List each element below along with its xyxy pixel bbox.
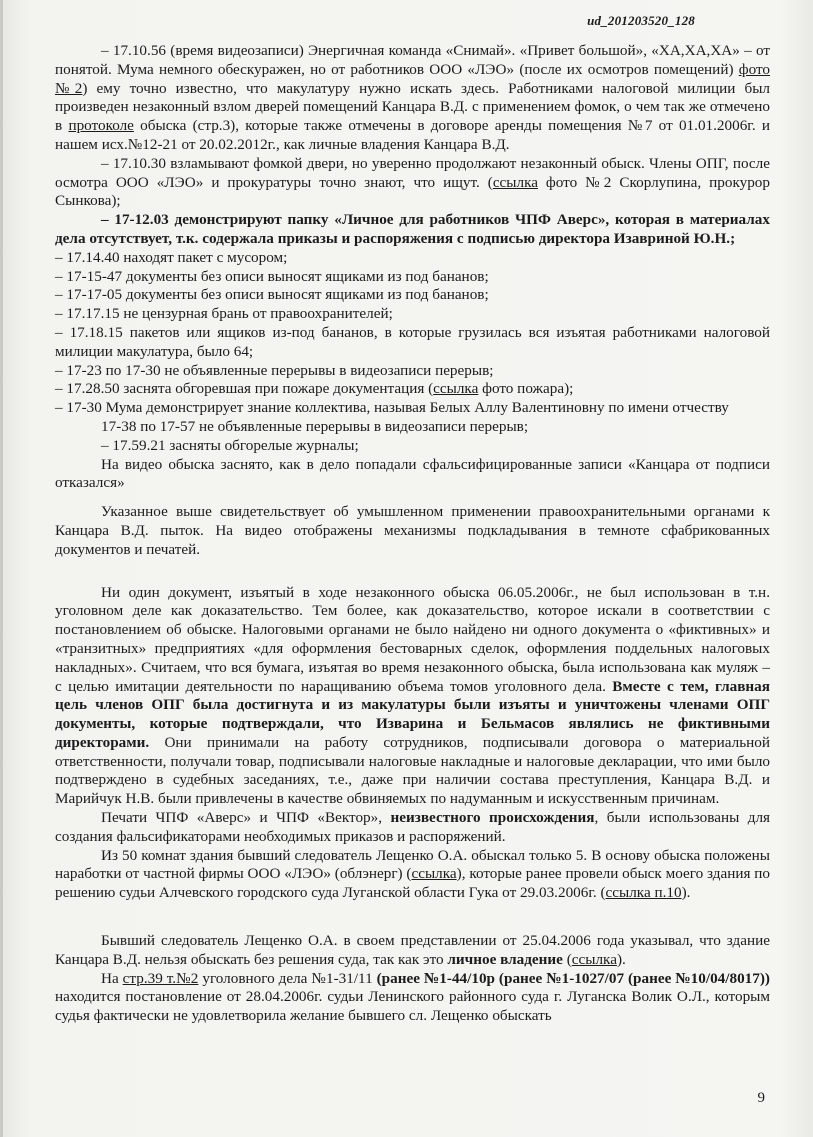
text-run: находится постановление от 28.04.2006г. судьи Ленинского районного суда г. Луганска Волик О.Л., которым судья фактически не удовлетворила желание бывшего сл. Лещенко обыскать xyxy=(55,988,770,1025)
list-item: – 17.17.15 не цензурная брань от правоохранителей; xyxy=(55,305,393,323)
list-item: – 17-15-47 документы без описи выносят ящиками из под бананов; xyxy=(55,267,489,285)
list-item: – 17-17-05 документы без описи выносят ящиками из под бананов; xyxy=(55,286,489,304)
list-item: На видео обыска заснято, как в дело попадали сфальсифицированные записи «Канцара от подписи отказался» xyxy=(55,455,770,492)
text-run: уголовного дела №1-31/11 xyxy=(198,969,377,987)
paragraph-1 xyxy=(55,42,770,155)
photo-link[interactable]: фото №2 xyxy=(55,60,770,97)
paragraph-investigator xyxy=(55,932,770,970)
text-run: Ни один документ, изъятый в ходе незаконного обыска 06.05.2006г., не был использован в т.н. уголовном деле как доказательство. Тем более, как доказательство, которое искали в соответствии с постановлением об обыске. Налоговыми органами не было найдено ни одного документа о «фиктивных» и «транзитных» предприятиях «для оформления бестоварных сделок, оформления поддельных налоговых накладных». Считаем, что вся бумага, изъятая во время незаконного обыска, была использована как муляж – с целью имитации деятельности по наращиванию объема томов уголовного дела. xyxy=(55,583,770,695)
bold-text: Вместе с тем, главная цель членов ОПГ была достигнута и из макулатуры были изъяты и уничтожены членами ОПГ документы, которые подтверждали, что Изварина и Бельмасов являлись не фиктивными директорами. xyxy=(55,677,770,751)
reference-link[interactable]: ссылка xyxy=(492,173,538,191)
list-item: – 17-23 по 17-30 не объявленные перерывы в видеозаписи перерыв; xyxy=(55,361,494,379)
text-run: На xyxy=(101,969,123,987)
document-body xyxy=(55,42,770,1026)
page-number: 9 xyxy=(757,1090,765,1106)
text-run: , были использованы для создания фальсификаторами необходимых приказов и распоряжений. xyxy=(55,809,771,845)
text-run: – 17.10.56 (время видеозаписи) Энергичная команда «Снимай». «Привет большой», «ХА,ХА,ХА» – от понятой. Мума немного обескуражен, но от работников ООО «ЛЭО» (после их осмотров помещений) xyxy=(55,42,770,78)
list-item: – 17.14.40 находят пакет с мусором; xyxy=(55,248,288,266)
paragraph-2 xyxy=(55,155,770,211)
paragraph-torture: Указанное выше свидетельствует об умышленном применении правоохранительными органами к Канцара В.Д. пыток. На видео отображены механизмы подкладывания в темноте сфабрикованных документов и печатей. xyxy=(55,503,770,558)
reference-link[interactable]: ссылка xyxy=(411,865,457,883)
bold-text: личное владение xyxy=(447,950,563,968)
bold-text: неизвестного происхождения xyxy=(390,809,595,827)
case-page-link[interactable]: стр.39 т.№2 xyxy=(122,969,199,987)
list-item: – 17.18.15 пакетов или ящиков из-под бананов, в которые грузилась вся изъятая работниками налоговой милиции макулатура, было 64; xyxy=(55,323,770,360)
list-item: – 17.59.21 засняты обгорелые журналы; xyxy=(101,436,359,454)
text-run: – 17.28.50 заснята обгоревшая при пожаре документация ( xyxy=(55,380,434,398)
reference-p10-link[interactable]: ссылка п.10 xyxy=(605,884,682,902)
bold-text: (ранее №1-44/10р (ранее №1-1027/07 (ранее №10/04/8017)) xyxy=(376,969,770,987)
page-edge xyxy=(0,0,3,1137)
paragraph-evidence xyxy=(55,584,770,810)
text-run: Они принимали на работу сотрудников, подписывали договора о материальной ответственности, получали товар, подписывали налоговые накладные и налоговые декларации, что ими было подтверждено в судебных заседаниях, т.е., даже при наличии состава преступления, Канцара В.Д. и Марийчук Н.В. были привлечены в качестве обвиняемых по надуманным и искусственным причинам. xyxy=(55,733,770,808)
paragraph-case-page xyxy=(55,970,770,1026)
text-run: Из 50 комнат здания бывший следователь Лещенко О.А. обыскал только 5. В основу обыска положены наработки от частной фирмы ООО «ЛЭО» (облэнерг) ( xyxy=(55,846,770,883)
paragraph-stamps xyxy=(55,809,770,847)
document-id: ud_201203520_128 xyxy=(587,13,695,28)
text-run: фото пожара); xyxy=(478,380,574,398)
paragraph-rooms xyxy=(55,847,770,903)
text-run: обыска (стр.3), которые также отмечены в договоре аренды помещения №7 от 01.01.2006г. и нашем исх.№12-21 от 20.02.2012г., как личные владения Канцара В.Д. xyxy=(55,117,770,153)
text-run: фото №2 Скорлупина, прокурор Сынкова); xyxy=(55,173,770,210)
text-run: ). xyxy=(681,884,691,902)
text-run: – 17.10.30 взламывают фомкой двери, но уверенно продолжают незаконный обыск. Члены ОПГ, после осмотра ООО «ЛЭО» и прокуратуры точно знают, что ищут. ( xyxy=(55,154,770,191)
text-run: ) ему точно известно, что макулатуру нужно искать здесь. Работниками налоговой милиции был произведен незаконный взлом дверей помещений Канцара В.Д. с применением фомок, о чем так же отмечено в xyxy=(55,79,770,135)
text-run: ). xyxy=(616,950,626,968)
list-item: – 17-30 Мума демонстрирует знание коллектива, называя Белых Аллу Валентиновну по имени отчеству xyxy=(55,399,729,417)
text-run: ), которые ранее провели обыск моего здания по решению судьи Алчевского городского суда Луганской области Гука от 29.03.2006г. ( xyxy=(55,865,771,902)
paragraph-bold-folder xyxy=(55,211,770,249)
text-run: Печати ЧПФ «Аверс» и ЧПФ «Вектор», xyxy=(101,809,391,827)
list-item-fire xyxy=(55,380,770,399)
reference-link[interactable]: ссылка xyxy=(571,950,617,968)
text-run: Бывший следователь Лещенко О.А. в своем представлении от 25.04.2006 года указывал, что здание Канцара В.Д. нельзя обыскать без решения суда, так как это xyxy=(55,932,770,968)
bold-text: – 17-12.03 демонстрируют папку «Личное для работников ЧПФ Аверс», которая в материалах дела отсутствует, т.к. содержала приказы и распоряжения с подписью директора Изавриной Ю.Н.; xyxy=(55,211,770,247)
protocol-link[interactable]: протоколе xyxy=(68,117,134,135)
fire-photo-link[interactable]: ссылка xyxy=(433,380,479,398)
list-item: 17-38 по 17-57 не объявленные перерывы в видеозаписи перерыв; xyxy=(101,417,529,435)
text-run: ( xyxy=(562,950,572,968)
